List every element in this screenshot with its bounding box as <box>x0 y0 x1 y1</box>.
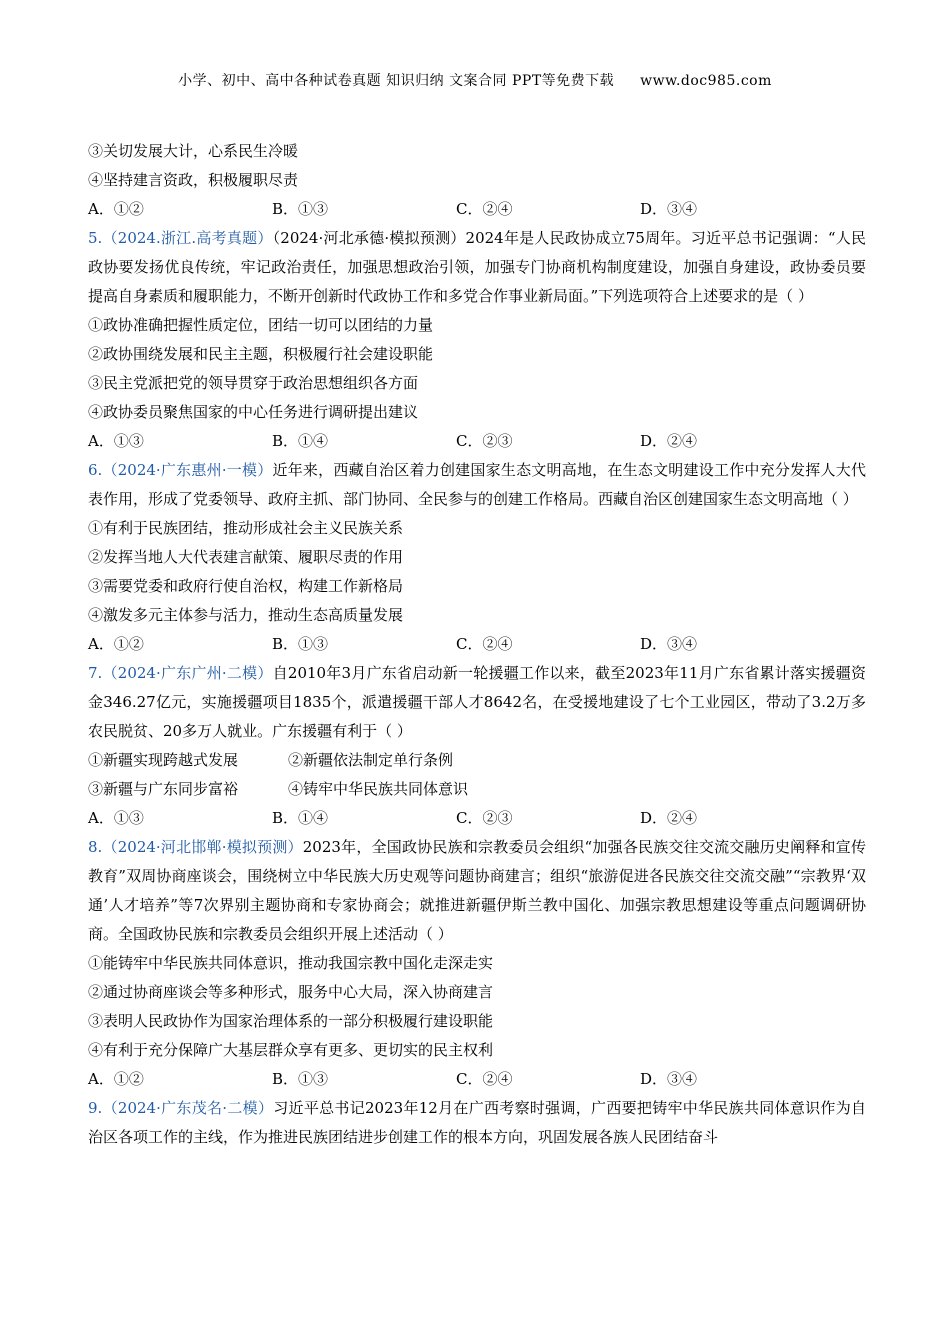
statement-item: ④有利于充分保障广大基层群众享有更多、更切实的民主权利 <box>88 1041 494 1059</box>
statement-item: ①政协准确把握性质定位，团结一切可以团结的力量 <box>88 316 434 334</box>
answer-options <box>88 630 866 659</box>
question-text: 近年来，西藏自治区着力创建国家生态文明高地，在生态文明建设工作中充分发挥人大代表作用，形成了党委领导、政府主抓、部门协同、全民参与的创建工作格局。西藏自治区创建国家生态文明高地（ ） <box>88 461 866 508</box>
question-source: （2024.浙江.高考真题） <box>102 229 273 247</box>
answer-options <box>88 804 866 833</box>
option-b: B．①④ <box>272 432 329 450</box>
option-d: D．③④ <box>640 1070 698 1088</box>
question-source: （2024·河北邯郸·模拟预测） <box>102 838 303 856</box>
option-c: C．②③ <box>456 809 513 827</box>
option-b: B．①③ <box>272 635 329 653</box>
question-6 <box>88 456 866 659</box>
option-d: D．③④ <box>640 635 698 653</box>
answer-options <box>88 195 866 224</box>
header-site: www.doc985.com <box>640 73 772 89</box>
option-a: A．①② <box>88 635 144 653</box>
question-text: （2024·河北承德·模拟预测）2024年是人民政协成立75周年。习近平总书记强调：“人民政协要发扬优良传统，牢记政治责任，加强思想政治引领，加强专门协商机构制度建设，加强自身建设，政协委员要提高自身素质和履职能力，不断开创新时代政协工作和多党合作事业新局面。”下列选项符合上述要求的是（ ） <box>88 229 866 305</box>
question-5 <box>88 224 866 456</box>
option-c: C．②③ <box>456 432 513 450</box>
option-d: D．②④ <box>640 432 698 450</box>
option-b: B．①③ <box>272 1070 329 1088</box>
option-c: C．②④ <box>456 200 513 218</box>
option-a: A．①② <box>88 200 144 218</box>
option-c: C．②④ <box>456 635 513 653</box>
question-4 <box>88 137 866 224</box>
question-number: 8. <box>88 838 103 856</box>
statement-row <box>88 746 866 775</box>
answer-options <box>88 1065 866 1094</box>
question-text: 2023年，全国政协民族和宗教委员会组织“加强各民族交往交流交融历史阐释和宣传教育”双周协商座谈会，围绕树立中华民族大历史观等问题协商建言；组织“旅游促进各民族交往交流交融”“宗教界‘双通’人才培养”等7次界别主题协商和专家协商会；就推进新疆伊斯兰教中国化、加强宗教思想建设等重点问题调研协商。全国政协民族和宗教委员会组织开展上述活动（ ） <box>88 838 866 943</box>
statement-item: ②政协围绕发展和民主主题，积极履行社会建设职能 <box>88 345 434 363</box>
statement-item: ③关切发展大计，心系民生冷暖 <box>88 142 299 160</box>
question-number: 5. <box>88 229 103 247</box>
statement-item: ①新疆实现跨越式发展 <box>88 751 239 769</box>
question-source: （2024·广东惠州·一模） <box>102 461 273 479</box>
statement-item: ③需要党委和政府行使自治权，构建工作新格局 <box>88 577 404 595</box>
question-stem <box>88 659 866 746</box>
question-text: 自2010年3月广东省启动新一轮援疆工作以来，截至2023年11月广东省累计落实援疆资金346.27亿元，实施援疆项目1835个，派遣援疆干部人才8642名，在受援地建设了七个工业园区，带动了3.2万多农民脱贫、20多万人就业。广东援疆有利于（ ） <box>88 664 866 740</box>
statement-item: ④政协委员聚焦国家的中心任务进行调研提出建议 <box>88 403 419 421</box>
question-number: 6. <box>88 461 103 479</box>
statement-item: ④铸牢中华民族共同体意识 <box>288 780 469 798</box>
option-b: B．①③ <box>272 200 329 218</box>
header-text: 小学、初中、高中各种试卷真题 知识归纳 文案合同 PPT等免费下载 <box>178 73 615 89</box>
statement-item: ③新疆与广东同步富裕 <box>88 780 239 798</box>
question-stem <box>88 224 866 311</box>
option-a: A．①③ <box>88 432 144 450</box>
question-stem <box>88 456 866 514</box>
page-header <box>0 70 950 90</box>
option-a: A．①③ <box>88 809 144 827</box>
option-c: C．②④ <box>456 1070 513 1088</box>
option-d: D．②④ <box>640 809 698 827</box>
document-body <box>88 137 866 1152</box>
statement-item: ①能铸牢中华民族共同体意识，推动我国宗教中国化走深走实 <box>88 954 494 972</box>
question-number: 7. <box>88 664 103 682</box>
option-a: A．①② <box>88 1070 144 1088</box>
question-source: （2024·广东茂名·二模） <box>102 1099 274 1117</box>
statement-item: ④激发多元主体参与活力，推动生态高质量发展 <box>88 606 404 624</box>
statement-item: ②新疆依法制定单行条例 <box>288 751 454 769</box>
statement-item: ③表明人民政协作为国家治理体系的一部分积极履行建设职能 <box>88 1012 494 1030</box>
option-b: B．①④ <box>272 809 329 827</box>
question-7 <box>88 659 866 833</box>
question-stem <box>88 1094 866 1152</box>
statement-item: ③民主党派把党的领导贯穿于政治思想组织各方面 <box>88 374 419 392</box>
statement-row <box>88 775 866 804</box>
question-text: 习近平总书记2023年12月在广西考察时强调，广西要把铸牢中华民族共同体意识作为自治区各项工作的主线，作为推进民族团结进步创建工作的根本方向，巩固发展各族人民团结奋斗 <box>88 1099 866 1146</box>
question-stem <box>88 833 866 949</box>
statement-item: ②通过协商座谈会等多种形式，服务中心大局，深入协商建言 <box>88 983 494 1001</box>
question-8 <box>88 833 866 1094</box>
statement-item: ①有利于民族团结，推动形成社会主义民族关系 <box>88 519 404 537</box>
answer-options <box>88 427 866 456</box>
option-d: D．③④ <box>640 200 698 218</box>
question-source: （2024·广东广州·二模） <box>102 664 273 682</box>
statement-item: ②发挥当地人大代表建言献策、履职尽责的作用 <box>88 548 404 566</box>
question-9 <box>88 1094 866 1152</box>
question-number: 9. <box>88 1099 103 1117</box>
statement-item: ④坚持建言资政，积极履职尽责 <box>88 171 299 189</box>
